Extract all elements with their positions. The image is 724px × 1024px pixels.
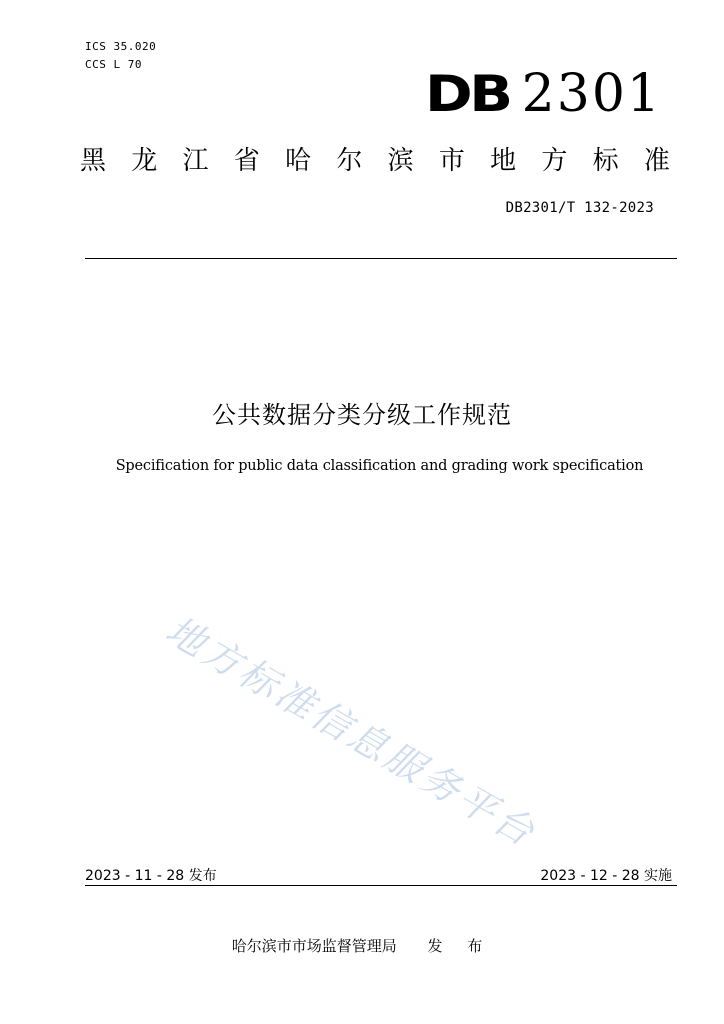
standard-type-char: 黑 [80,146,107,176]
watermark-text: 地方标准信息服务平台 [158,607,545,856]
standard-type-char: 方 [541,146,568,176]
document-title-english: Specification for public data classification and grading work specification [115,458,644,474]
standard-type-char: 标 [592,146,619,176]
standard-type-char: 市 [438,146,465,176]
standard-type-char: 哈 [285,146,312,176]
top-divider [85,258,677,259]
standard-mark [424,64,662,124]
bottom-divider [85,885,677,886]
ics-code: ICS 35.020 [85,40,157,53]
standard-mark-letters: DB [424,65,510,123]
standard-type-title [80,140,670,177]
standard-type-char: 省 [233,146,260,176]
standard-type-char: 滨 [387,146,414,176]
standard-number: DB2301/T 132-2023 [505,200,654,216]
standard-type-char: 尔 [336,146,363,176]
standard-mark-code: 2301 [521,64,662,124]
standard-type-char: 龙 [131,146,158,176]
issuer-action: 发 布 [427,937,493,955]
classification-codes [85,38,156,74]
issuer-line [0,935,724,956]
implementation-date: 2023 - 12 - 28 实施 [540,868,672,884]
issuer-name: 哈尔滨市市场监督管理局 [231,937,397,955]
document-title-chinese: 公共数据分类分级工作规范 [212,401,512,429]
issue-date: 2023 - 11 - 28 发布 [85,868,217,884]
standard-type-char: 江 [182,146,209,176]
ccs-code: CCS L 70 [85,58,142,71]
standard-type-char: 准 [643,146,670,176]
standard-type-char: 地 [490,146,517,176]
